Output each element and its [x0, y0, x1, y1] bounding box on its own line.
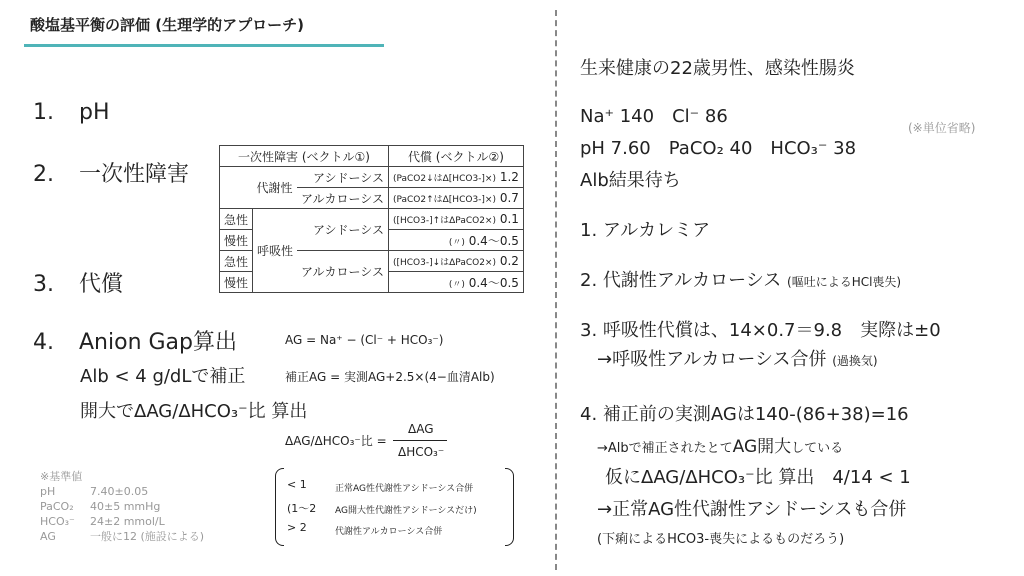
ag-formula: AG = Na⁺ − (Cl⁻ + HCO₃⁻)	[285, 333, 444, 347]
step-3	[33, 267, 123, 298]
ratio-denominator: ΔHCO₃⁻	[398, 445, 445, 459]
step-text: Anion Gap算出	[79, 330, 237, 355]
step-note: (嘔吐によるHCl喪失)	[787, 275, 902, 289]
step-ratio: 仮にΔAG/ΔHCO₃⁻比 算出 4/14 < 1	[605, 467, 911, 488]
ratio-cond-3: > 2	[287, 521, 307, 534]
table-header-primary: 一次性障害 (ベクトル①)	[220, 146, 389, 167]
step-respiratory-compensation: 3. 呼吸性代償は、14×0.7＝9.8 実際は±0	[580, 320, 941, 341]
step-ag-elevated: →Albで補正されたとてAG開大している	[597, 437, 844, 457]
table-row: (〃) 0.4〜0.5	[388, 272, 523, 293]
reference-heading: ※基準値	[40, 470, 83, 483]
table-row: ([HCO3-]↑はΔPaCO2×) 0.1	[388, 209, 523, 230]
table-row: (〃) 0.4〜0.5	[388, 230, 523, 251]
ratio-desc-2: AG開大性代謝性アシドーシスだけ)	[335, 506, 477, 516]
metabolic-label: 代謝性	[253, 167, 298, 209]
reference-values: 7.40±0.05 40±5 mmHg 24±2 mmol/L 一般に12 (施設による)	[90, 485, 205, 543]
chronic-label: 慢性	[220, 230, 253, 251]
ratio-desc-3: 代謝性アルカローシス合併	[335, 527, 443, 537]
step-number: 1.	[33, 100, 54, 125]
step-text: pH	[79, 100, 110, 125]
step-normal-ag-acidosis: →正常AG性代謝性アシドーシスも合併	[597, 499, 907, 520]
step-alkalemia: 1. アルカレミア	[580, 220, 711, 241]
ratio-cond-1: < 1	[287, 478, 307, 491]
acute-label: 急性	[220, 251, 253, 272]
step-note: (過換気)	[832, 354, 878, 368]
ratio-label: ΔAG/ΔHCO₃⁻比 =	[285, 434, 387, 448]
chronic-label: 慢性	[220, 272, 253, 293]
reference-labels: pH PaCO₂ HCO₃⁻ AG	[40, 485, 75, 543]
step-text: 代償	[79, 272, 124, 297]
alkalosis-label: アルカローシス	[297, 188, 388, 209]
labs-electrolytes: Na⁺ 140 Cl⁻ 86	[580, 106, 728, 127]
step-number: 2.	[33, 162, 54, 187]
title-underline	[24, 44, 384, 47]
labs-blood-gas: pH 7.60 PaCO₂ 40 HCO₃⁻ 38	[580, 138, 857, 159]
alb-correction-line: Alb < 4 g/dLで補正	[80, 366, 246, 387]
step-text: →呼吸性アルカローシス合併	[597, 349, 827, 370]
case-description: 生来健康の22歳男性、感染性腸炎	[580, 58, 855, 79]
step-number: 3.	[33, 272, 54, 297]
step-text: 一次性障害	[79, 162, 190, 187]
table-row: (PaCO2↓はΔ[HCO3-]×) 1.2	[388, 167, 523, 188]
alkalosis-label: アルカローシス	[297, 251, 388, 293]
ratio-desc-1: 正常AG性代謝性アシドーシス合併	[335, 484, 474, 494]
corrected-ag-formula: 補正AG = 実測AG+2.5×(4−血清Alb)	[285, 370, 495, 384]
step-text: 2. 代謝性アルカローシス	[580, 270, 782, 291]
compensation-table	[219, 145, 524, 293]
acute-label: 急性	[220, 209, 253, 230]
step-number: 4.	[33, 330, 54, 355]
ratio-line: 開大でΔAG/ΔHCO₃⁻比 算出	[80, 401, 308, 422]
left-bracket	[275, 468, 284, 546]
right-bracket	[505, 468, 514, 546]
table-row: ([HCO3-]↓はΔPaCO2×) 0.2	[388, 251, 523, 272]
slide-title: 酸塩基平衡の評価 (生理学的アプローチ)	[30, 16, 304, 34]
ratio-numerator: ΔAG	[408, 422, 434, 436]
acidosis-label: アシドーシス	[297, 209, 388, 251]
step-4	[33, 325, 237, 356]
labs-albumin: Alb結果待ち	[580, 170, 681, 191]
step-1	[33, 100, 110, 125]
step-respiratory-alkalosis	[597, 345, 878, 371]
column-divider	[555, 10, 557, 570]
fraction-bar	[393, 440, 447, 441]
ratio-cond-2: (1〜2	[287, 502, 317, 515]
step-2	[33, 157, 189, 188]
respiratory-label: 呼吸性	[253, 209, 298, 293]
table-row: (PaCO2↑はΔ[HCO3-]×) 0.7	[388, 188, 523, 209]
units-note: (※単位省略)	[908, 121, 976, 135]
step-metabolic-alkalosis	[580, 266, 901, 292]
table-header-compensation: 代償 (ベクトル②)	[388, 146, 523, 167]
step-diarrhea-note: (下痢によるHCO3-喪失によるものだろう)	[597, 532, 845, 547]
step-anion-gap: 4. 補正前の実測AGは140-(86+38)=16	[580, 404, 909, 425]
acidosis-label: アシドーシス	[297, 167, 388, 188]
